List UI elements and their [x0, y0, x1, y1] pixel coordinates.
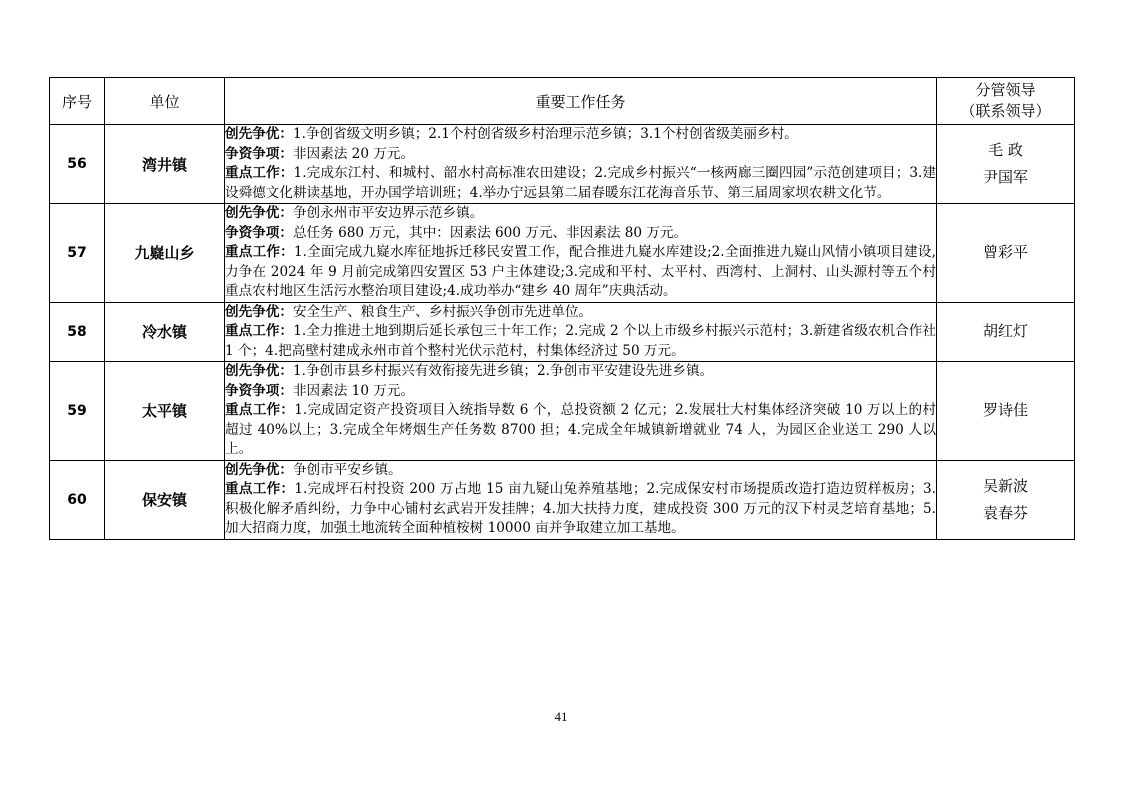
task-item [225, 303, 936, 323]
row-unit: 保安镇 [105, 460, 225, 539]
header-unit: 单位 [105, 78, 225, 125]
row-seq: 60 [50, 460, 105, 539]
table-row [50, 460, 1075, 539]
task-text: 1.全力推进土地到期后延长承包三十年工作；2.完成 2 个以上市级乡村振兴示范村；3.新建省级农机合作社 1 个；4.把高壁村建成永州市首个整村光伏示范村，村集体经济过 50 万元。 [225, 323, 936, 359]
task-item [225, 461, 936, 481]
header-row [50, 78, 1075, 125]
leader-name: 袁春芬 [982, 503, 1028, 522]
row-seq: 56 [50, 125, 105, 204]
header-leader-sub: （联系领导） [960, 102, 1051, 120]
table-row [50, 362, 1075, 461]
task-text: 非因素法 20 万元。 [292, 145, 415, 162]
task-category-label: 创先争优： [225, 126, 293, 142]
task-text: 1.全面完成九嶷水库征地拆迁移民安置工作，配合推进九嶷水库建设;2.全面推进九嶷山风情小镇项目建设,力争在 2024 年 9 月前完成第四安置区 53 户主体建设;3.完成和平村、太平村、西湾村、上洞村、山头源村等五个村重点农村地区生活污水整治项目建设;4.成功举办“建乡 40 周年”庆典活动。 [225, 244, 937, 299]
row-unit: 湾井镇 [105, 125, 225, 204]
row-tasks [225, 125, 937, 204]
task-text: 争创市平安乡镇。 [292, 461, 402, 478]
task-item [225, 401, 936, 460]
table-row [50, 302, 1075, 362]
task-item [225, 164, 936, 203]
task-text: 1.完成坪石村投资 200 万占地 15 亩九疑山兔养殖基地；2.完成保安村市场提质改造打造边贸样板房；3.积极化解矛盾纠纷，力争中心铺村玄武岩开发挂牌；4.加大扶持力度，建成投资 300 万元的汉下村灵芝培育基地；5.加大招商力度，加强土地流转全面种植桉树 10000 亩并争取建立加工基地。 [225, 481, 937, 536]
task-item [225, 322, 936, 361]
leader-name: 胡红灯 [982, 322, 1028, 341]
row-leaders [937, 302, 1075, 362]
row-tasks [225, 362, 937, 461]
task-table [49, 77, 1075, 540]
row-leaders [937, 460, 1075, 539]
row-tasks [225, 302, 937, 362]
row-seq: 59 [50, 362, 105, 461]
task-category-label: 争资争项： [225, 145, 293, 162]
row-seq: 57 [50, 204, 105, 303]
task-category-label: 争资争项： [225, 224, 293, 241]
page-number: 41 [554, 709, 568, 724]
task-item [225, 224, 936, 244]
table-row [50, 125, 1075, 204]
task-category-label: 创先争优： [225, 205, 293, 221]
leader-name: 吴新波 [982, 476, 1028, 495]
row-tasks [225, 204, 937, 303]
task-text: 1.争创市县乡村振兴有效衔接先进乡镇；2.争创市平安建设先进乡镇。 [292, 363, 714, 379]
header-leader-main: 分管领导 [975, 81, 1036, 99]
task-text: 争创永州市平安边界示范乡镇。 [292, 205, 484, 221]
task-item [225, 204, 936, 224]
header-tasks: 重要工作任务 [225, 78, 937, 125]
leader-name: 罗诗佳 [982, 401, 1028, 420]
task-category-label: 重点工作： [225, 323, 294, 339]
task-item [225, 145, 936, 165]
leader-name: 曾彩平 [982, 243, 1028, 262]
row-unit: 冷水镇 [105, 302, 225, 362]
task-text: 总任务 680 万元，其中：因素法 600 万元、非因素法 80 万元。 [292, 224, 688, 241]
table-row [50, 204, 1075, 303]
task-text: 1.争创省级文明乡镇；2.1个村创省级乡村治理示范乡镇；3.1个村创省级美丽乡村。 [292, 126, 798, 142]
task-item [225, 480, 936, 539]
task-text: 1.完成固定资产投资项目入统指导数 6 个，总投资额 2 亿元；2.发展壮大村集体经济突破 10 万以上的村超过 40%以上；3.完成全年烤烟生产任务数 8700 担；4.完成全年城镇新增就业 74 人，为园区企业送工 290 人以上。 [225, 402, 936, 457]
row-leaders [937, 204, 1075, 303]
task-category-label: 创先争优： [225, 303, 293, 320]
task-text: 非因素法 10 万元。 [292, 382, 415, 399]
row-unit: 九嶷山乡 [105, 204, 225, 303]
task-text: 1.完成东江村、和城村、韶水村高标准农田建设；2.完成乡村振兴“一核两廊三圈四园”示范创建项目；3.建设舜德文化耕读基地，开办国学培训班；4.举办宁远县第二届春暖东江花海音乐节、第三届周家坝农耕文化节。 [225, 165, 937, 201]
task-category-label: 重点工作： [225, 481, 295, 497]
row-unit: 太平镇 [105, 362, 225, 461]
task-category-label: 重点工作： [225, 402, 295, 418]
task-category-label: 创先争优： [225, 363, 293, 379]
task-item [225, 125, 936, 145]
task-category-label: 争资争项： [225, 382, 293, 399]
row-leaders [937, 125, 1075, 204]
leader-name: 尹国军 [982, 168, 1028, 186]
row-tasks [225, 460, 937, 539]
leader-name: 毛 政 [988, 141, 1023, 159]
task-item [225, 382, 936, 402]
row-leaders [937, 362, 1075, 461]
task-category-label: 重点工作： [225, 244, 294, 260]
task-text: 安全生产、粮食生产、乡村振兴争创市先进单位。 [292, 303, 593, 320]
header-leader [937, 78, 1075, 125]
header-seq: 序号 [50, 78, 105, 125]
row-seq: 58 [50, 302, 105, 362]
task-category-label: 重点工作： [225, 165, 294, 181]
task-category-label: 创先争优： [225, 461, 293, 478]
task-item [225, 243, 936, 302]
task-item [225, 362, 936, 382]
